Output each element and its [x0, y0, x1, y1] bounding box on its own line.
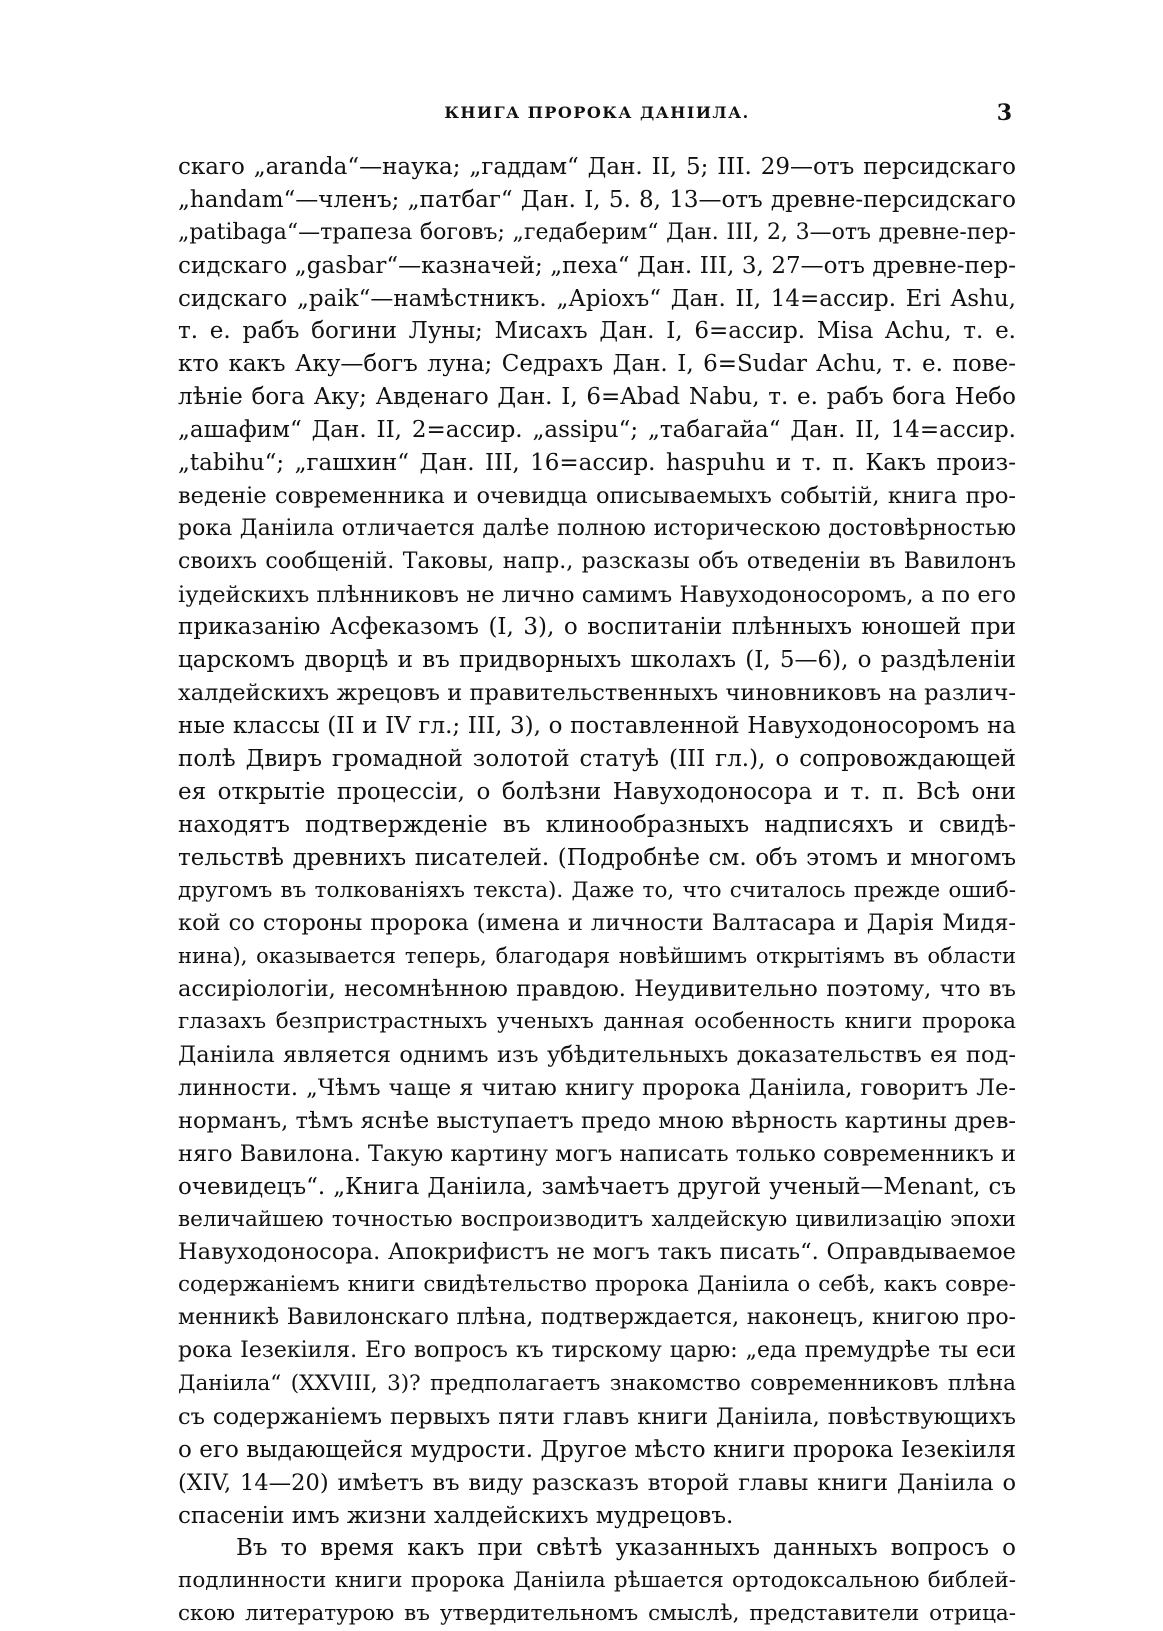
text-line: полѣ Двиръ громадной золотой статуѣ (III гл.), о сопровождающей — [178, 746, 1016, 773]
text-line: сидскаго „paik“—намѣстникъ. „Аріохъ“ Дан. II, 14=ассир. Eri Ashu, — [178, 285, 1016, 312]
text-line: спасеніи имъ жизни халдейскихъ мудрецовъ. — [178, 1502, 734, 1529]
text-line: веденіе современника и очевидца описываемыхъ событій, книга про- — [178, 482, 1016, 509]
paragraph-2 — [178, 1532, 1016, 1631]
text-line: ассиріологіи, несомнѣнною правдою. Неудивительно поэтому, что въ — [178, 976, 1016, 1003]
text-line: находятъ подтвержденіе въ клинообразныхъ надписяхъ и свидѣ- — [178, 811, 1016, 838]
page-header — [178, 96, 1016, 130]
text-line: „handam“—членъ; „патбаг“ Дан. I, 5. 8, 13—отъ древне-персидскаго — [178, 186, 1016, 213]
text-line: (XIV, 14—20) имѣетъ въ виду разсказъ второй главы книги Даніила о — [178, 1469, 1016, 1496]
running-title: КНИГА ПРОРОКА ДАНIИЛА. — [444, 103, 750, 122]
text-line: „tabihu“; „гашхин“ Дан. III, 16=ассир. hasрuhu и т. п. Какъ произ- — [178, 450, 1016, 477]
paragraph-1 — [178, 151, 1016, 1532]
text-line: іудейскихъ плѣнниковъ не лично самимъ Навуходоносоромъ, а по его — [178, 581, 1016, 608]
text-line: приказанію Асфеказомъ (I, 3), о воспитаніи плѣнныхъ юношей при — [178, 614, 1016, 641]
text-line: „ашафим“ Дан. II, 2=ассир. „assipu“; „табагайа“ Дан. II, 14=ассир. — [178, 417, 1016, 444]
text-line: подлинности книги пророка Даніила рѣшается ортодоксальною библей- — [178, 1568, 1016, 1594]
text-line: нина), оказывается теперь, благодаря новѣйшимъ открытіямъ въ области — [178, 944, 1016, 969]
text-line: ные классы (II и IV гл.; III, 3), о поставленной Навуходоносоромъ на — [178, 713, 1016, 740]
text-line: сидскаго „gasbar“—казначей; „пеха“ Дан. III, 3, 27—отъ древне-пер- — [178, 252, 1016, 279]
text-line: другомъ въ толкованіяхъ текста). Даже то, что считалось прежде ошиб- — [178, 877, 1016, 903]
text-line: норманъ, тѣмъ яснѣе выступаетъ предо мною вѣрность картины древ- — [178, 1107, 1016, 1134]
text-line: линности. „Чѣмъ чаще я читаю книгу пророка Даніила, говоритъ Ле- — [178, 1074, 1016, 1101]
text-line: менникѣ Вавилонскаго плѣна, подтверждается, наконецъ, книгою про- — [178, 1305, 1016, 1331]
text-line: рока Даніила отличается далѣе полною историческою достовѣрностью — [178, 515, 1016, 541]
text-line: содержаніемъ книги свидѣтельство пророка Даніила о себѣ, какъ совре- — [178, 1272, 1016, 1298]
text-line: Въ то время какъ при свѣтѣ указанныхъ данныхъ вопросъ о — [236, 1535, 1016, 1562]
text-line: величайшею точностью воспроизводитъ халдейскую цивилизацію эпохи — [178, 1206, 1016, 1232]
text-line: Навуходоносора. Апокрифистъ не могъ такъ писать“. Оправдываемое — [178, 1239, 1016, 1266]
text-line: царскомъ дворцѣ и въ придворныхъ школахъ (I, 5—6), о раздѣленіи — [178, 647, 1016, 674]
body-text — [178, 151, 1016, 1631]
text-line: т. е. рабъ богини Луны; Мисахъ Дан. I, 6=ассир. Misa Achu, т. е. — [178, 318, 1016, 345]
text-line: Даніила“ (XXVIII, 3)? предполагаетъ знакомство современниковъ плѣна — [178, 1370, 1016, 1396]
text-line: съ содержаніемъ первыхъ пяти главъ книги Даніила, повѣствующихъ — [178, 1403, 1016, 1430]
text-line: своихъ сообщеній. Таковы, напр., разсказы объ отведеніи въ Вавилонъ — [178, 548, 1016, 574]
text-line: лѣніе бога Аку; Авденаго Дан. I, 6=Abad Nabu, т. е. рабъ бога Небо — [178, 384, 1016, 411]
text-line: ея открытіе процессіи, о болѣзни Навуходоносора и т. п. Всѣ они — [178, 778, 1016, 805]
text-line: тельствѣ древнихъ писателей. (Подробнѣе см. объ этомъ и многомъ — [178, 844, 1016, 871]
text-line: о его выдающейся мудрости. Другое мѣсто книги пророка Іезекіиля — [178, 1436, 1016, 1463]
text-line: няго Вавилона. Такую картину могъ написать только современникъ и — [178, 1140, 1016, 1167]
page-number: 3 — [996, 100, 1012, 126]
text-line: кто какъ Аку—богъ луна; Седрахъ Дан. I, 6=Sudar Achu, т. е. пове- — [178, 351, 1016, 378]
text-line: глазахъ безпристрастныхъ ученыхъ данная особенность книги пророка — [178, 1009, 1016, 1035]
text-line: рока Іезекіиля. Его вопросъ къ тирскому царю: „еда премудрѣе ты еси — [178, 1338, 1016, 1364]
text-line: халдейскихъ жрецовъ и правительственныхъ чиновниковъ на различ- — [178, 680, 1016, 707]
text-line: Даніила является однимъ изъ убѣдительныхъ доказательствъ ея под- — [178, 1042, 1016, 1069]
text-line: „patibaga“—трапеза боговъ; „гедаберим“ Дан. III, 2, 3—отъ древне-пер- — [178, 219, 1016, 245]
text-line: очевидецъ“. „Книга Даніила, замѣчаетъ другой ученый—Menant, съ — [178, 1173, 1016, 1200]
text-line: скаго „aranda“—наука; „гаддам“ Дан. II, 5; III. 29—отъ персидскаго — [178, 154, 1016, 180]
text-line: кой со стороны пророка (имена и личности Валтасара и Дарія Мидя- — [178, 910, 1016, 937]
text-line: скою литературою въ утвердительномъ смыслѣ, представители отрица- — [178, 1601, 1016, 1627]
